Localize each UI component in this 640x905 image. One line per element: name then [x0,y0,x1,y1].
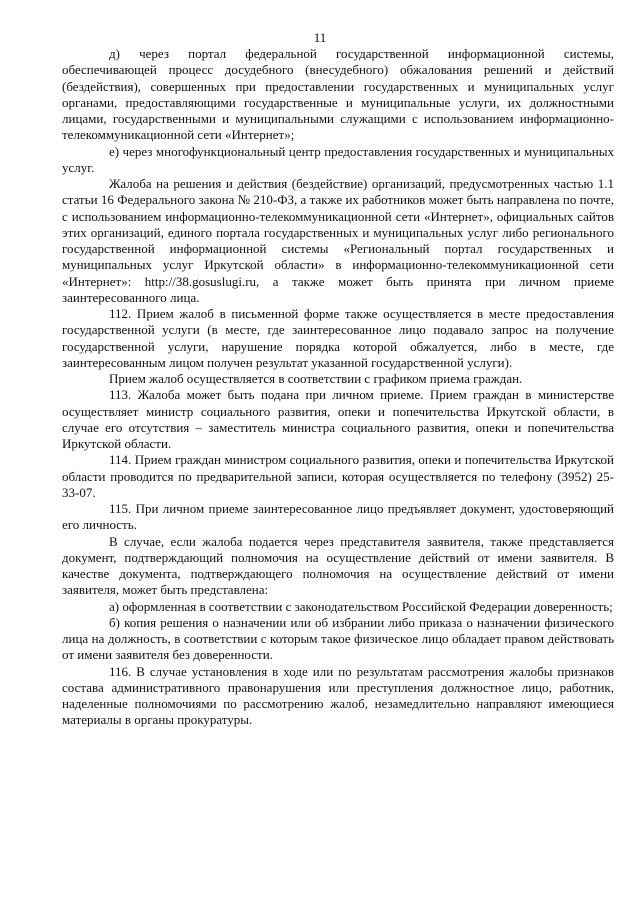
paragraph-116: 116. В случае установления в ходе или по результатам рассмотрения жалобы признаков состава административного правонарушения или преступления должностное лицо, работник, наделенные полномочиями по рассмотрению жалоб, незамедлительно направляют имеющиеся материалы в органы прокуратуры. [62,663,614,728]
paragraph-113: 113. Жалоба может быть подана при личном приеме. Прием граждан в министерстве осуществляет министр социального развития, опеки и попечительства Иркутской области, в случае его отсутствия – заместитель министра социального развития, опеки и попечительства Иркутской области. [62,387,614,451]
paragraph-schedule: Прием жалоб осуществляется в соответствии с графиком приема граждан. [109,371,523,386]
paragraph-114: 114. Прием граждан министром социального развития, опеки и попечительства Иркутской области проводится по предварительной записи, которая осуществляется по телефону (3952) 25-33-07. [62,452,614,500]
paragraph-organizations-complaint: Жалоба на решения и действия (бездействие) организаций, предусмотренных частью 1.1 статьи 16 Федерального закона № 210-ФЗ, а также их работников может быть направлена по почте, с использованием информационно-телекоммуникационной сети «Интернет», официальных сайтов этих организаций, единого портала государственных и муниципальных услуг либо регионального государственной информационной системы «Региональный портал государственных и муниципальных услуг Иркутской области» в информационно-телекоммуникационной сети «Интернет»: http://38.gosuslugi.ru, а также может быть принята при личном приеме заинтересованного лица. [62,176,614,305]
page-number: 11 [313,30,327,45]
paragraph-115: 115. При личном приеме заинтересованное лицо предъявляет документ, удостоверяющий его личность. [62,501,614,533]
paragraph-portal-frgu: д) через портал федеральной государственной информационной системы, обеспечивающей процесс досудебного (внесудебного) обжалования решений и действий (бездействия), совершенных при предоставлении государственных и муниципальных услуг органами, предоставляющими государственные и муниципальные услуги, их должностными лицами, государственными и муниципальными служащими с использованием информационно-телекоммуникационной сети «Интернет»; [62,46,614,143]
paragraph-item-b: б) копия решения о назначении или об избрании либо приказа о назначении физического лица на должность, в соответствии с которым такое физическое лицо обладает правом действовать от имени заявителя без доверенности. [62,614,614,663]
paragraph-representative: В случае, если жалоба подается через представителя заявителя, также представляется документ, подтверждающий полномочия на осуществление действий от имени заявителя. В качестве документа, подтверждающего полномочия на осуществление действий от имени заявителя, может быть представлена: [62,533,614,598]
paragraph-112: 112. Прием жалоб в письменной форме также осуществляется в месте предоставления государственной услуги (в месте, где заинтересованное лицо подавало запрос на получение государственной услуги, нарушение порядка которой обжалуется, либо в месте, где заинтересованным лицом получен результат указанной государственной услуги). [62,306,614,370]
document-body [62,46,614,729]
paragraph-item-a: а) оформленная в соответствии с законодательством Российской Федерации доверенность; [109,598,613,614]
paragraph-mfc: е) через многофункциональный центр предоставления государственных и муниципальных услуг. [62,143,614,175]
